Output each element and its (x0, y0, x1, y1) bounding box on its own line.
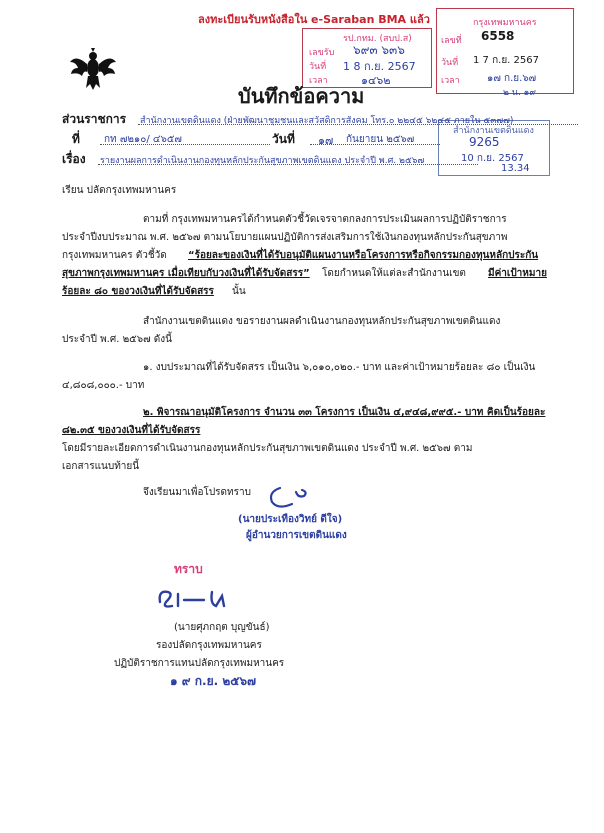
stamp2-extra: ๒ น. ๑๙ (503, 88, 536, 98)
deputy-date: ๑ ๙ ก.ย. ๒๕๖๗ (170, 674, 256, 688)
p1-line1: ตามที่ กรุงเทพมหานครได้กำหนดตัวชี้วัดเจรจาตกลงการประเมินผลการปฏิบัติราชการ (143, 214, 507, 225)
stamp3-org: สำนักงานเขตดินแดง (453, 126, 534, 136)
ack-text: ทราบ (174, 562, 203, 576)
date-rest: กันยายน ๒๕๖๗ (346, 134, 415, 145)
item2-line2: ๘๒.๓๕ ของวงเงินที่ได้รับจัดสรร (62, 425, 201, 436)
date-label: วันที่ (272, 132, 295, 146)
stamp1-date-value: 1 8 ก.ย. 2567 (343, 60, 416, 73)
item1-line2: ๔,๘๐๘,๐๐๐.- บาท (62, 380, 145, 391)
p3-line1: โดยมีรายละเอียดการดำเนินงานกองทุนหลักประกันสุขภาพเขตดินแดง ประจำปี พ.ศ. ๒๕๖๗ ตาม (62, 443, 473, 454)
stamp1-no-value: ๖๙๓ ๖๓๖ (353, 43, 405, 57)
receipt-stamp-2 (436, 8, 574, 98)
p1-line4b: โดยกำหนดให้แต่ละสำนักงานเขต (322, 268, 466, 279)
signature-director (262, 480, 322, 514)
agency-dotted-line (138, 124, 578, 125)
p2-line1: สำนักงานเขตดินแดง ขอรายงานผลดำเนินงานกองทุนหลักประกันสุขภาพเขตดินแดง (143, 316, 501, 327)
agency-label: ส่วนราชการ (62, 112, 127, 126)
closing: จึงเรียนมาเพื่อโปรดทราบ (143, 487, 251, 498)
ref-dotted-line (100, 144, 270, 145)
stamp3-no-value: 9265 (469, 135, 500, 149)
stamp2-time-label: เวลา (441, 76, 460, 86)
stamp3-date-value: 10 ก.ย. 2567 (461, 153, 524, 164)
p1-line4a: สุขภาพกรุงเทพมหานคร เมื่อเทียบกับวงเงินที่ได้รับจัดสรร” (62, 268, 310, 279)
p1-line3b: “ร้อยละของเงินที่ได้รับอนุมัติแผนงานหรือโครงการหรือกิจกรรมกองทุนหลักประกัน (188, 250, 539, 261)
ref-value: กท ๗๒๑๐/ ๔๖๕๗ (104, 134, 182, 145)
stamp3-time-value: 13.34 (501, 163, 530, 174)
stamp2-time-value: ๑๗ ก.ย.๖๗ (487, 73, 537, 84)
stamp1-time-label: เวลา (309, 76, 328, 86)
stamp2-no-label: เลขที่ (441, 36, 462, 46)
deputy-title1: รองปลัดกรุงเทพมหานคร (156, 640, 262, 651)
salutation: เรียน ปลัดกรุงเทพมหานคร (62, 185, 177, 196)
garuda-emblem (68, 48, 118, 92)
ref-label: ที่ (72, 132, 80, 146)
stamp1-date-label: วันที่ (309, 62, 327, 72)
deputy-title2: ปฏิบัติราชการแทนปลัดกรุงเทพมหานคร (114, 658, 285, 669)
item1-line1: ๑. งบประมาณที่ได้รับจัดสรร เป็นเงิน ๖,๐๑๐,๐๒๐.- บาท และค่าเป้าหมายร้อยละ ๘๐ เป็นเงิน (143, 362, 536, 373)
date-dotted-line (310, 144, 440, 145)
signer-title: ผู้อำนวยการเขตดินแดง (246, 530, 347, 541)
subject-label: เรื่อง (62, 152, 86, 166)
p1-line5a: ร้อยละ ๘๐ ของวงเงินที่ได้รับจัดสรร (62, 286, 214, 297)
stamp1-no-label: เลขรับ (309, 48, 335, 58)
p1-line4c: มีค่าเป้าหมาย (488, 268, 547, 279)
esaraban-note: ลงทะเบียนรับหนังสือใน e-Saraban BMA แล้ว (198, 13, 430, 26)
stamp1-time-value: ๑๔๖๒ (361, 74, 391, 87)
subject-value: รายงานผลการดำเนินงานกองทุนหลักประกันสุขภาพเขตดินแดง ประจำปี พ.ศ. ๒๕๖๗ (100, 156, 425, 166)
agency-value: สำนักงานเขตดินแดง (ฝ่ายพัฒนาชุมชนและสวัสดิการสังคม โทร.๐ ๒๒๔๕ ๖๒๔๕ ภายใน ๕๓๗๗) (140, 116, 514, 126)
receipt-stamp-3 (438, 120, 550, 176)
p1-line5b: นั้น (232, 286, 246, 297)
signer-name: (นายประเทืองวิทย์ ดีใจ) (238, 514, 343, 525)
stamp2-date-label: วันที่ (441, 58, 459, 68)
stamp2-no-value: 6558 (481, 29, 515, 43)
p1-line2: ประจำปีงบประมาณ พ.ศ. ๒๕๖๗ ตามนโยบายแผนปฏิบัติการส่งเสริมการใช้เงินกองทุนหลักประกันสุขภาพ (62, 232, 508, 243)
signature-deputy (150, 584, 250, 614)
p1-line3a: กรุงเทพมหานคร ตัวชี้วัด (62, 250, 167, 261)
subject-dotted-line (98, 164, 478, 165)
stamp1-org: รป.กทม. (สบป.ส) (343, 34, 412, 44)
stamp2-date-value: 1 7 ก.ย. 2567 (473, 55, 539, 66)
memo-title: บันทึกข้อความ (238, 84, 365, 108)
receipt-stamp-1 (302, 28, 432, 88)
stamp2-org: กรุงเทพมหานคร (473, 18, 537, 28)
item2-line1: ๒. พิจารณาอนุมัติโครงการ จำนวน ๓๓ โครงการ เป็นเงิน ๔,๙๔๘,๙๙๕.- บาท คิดเป็นร้อยละ (143, 407, 546, 418)
p2-line2: ประจำปี พ.ศ. ๒๕๖๗ ดังนี้ (62, 334, 172, 345)
deputy-name: (นายศุภกฤต บุญขันธ์) (174, 622, 270, 633)
p3-line2: เอกสารแนบท้ายนี้ (62, 461, 140, 472)
date-day: ๑๗ (318, 134, 334, 147)
